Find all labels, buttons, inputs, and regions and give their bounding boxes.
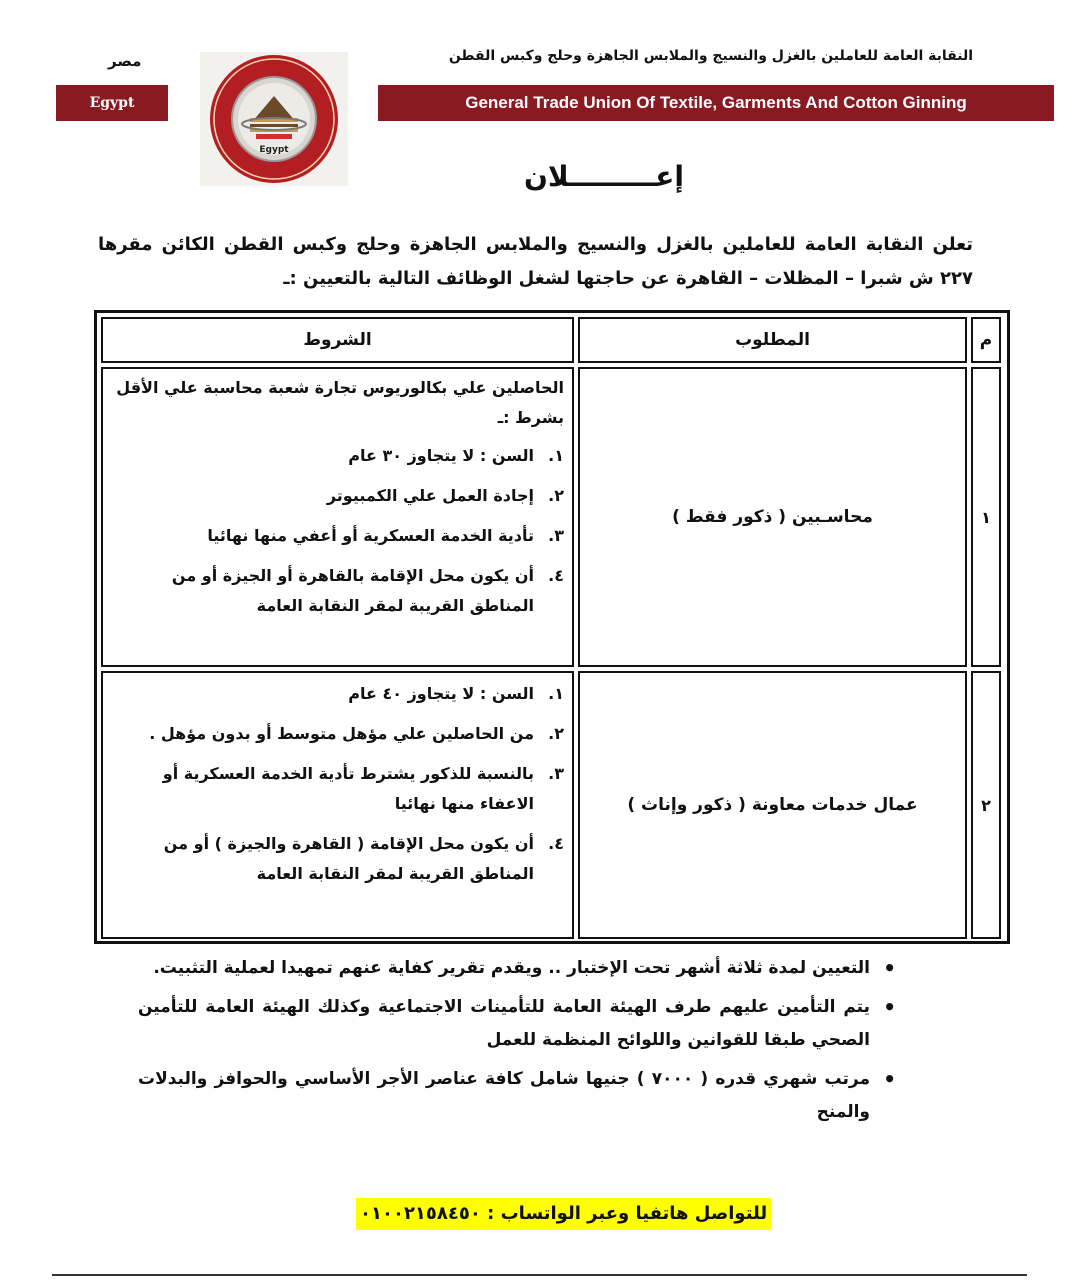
table-row-1-num: ١: [971, 367, 1001, 667]
table-row-1-required: محاسـبين ( ذكور فقط ): [578, 367, 967, 667]
note-item: • مرتب شهري قدره ( ٧٠٠٠ ) جنيها شامل كافة عناصر الأجر الأساسي والحوافز والبدلات والمنح: [138, 1063, 900, 1129]
notes-list: [138, 952, 900, 1135]
condition-item: ١. السن : لا يتجاوز ٣٠ عام: [348, 446, 564, 465]
bullet-icon: •: [883, 956, 896, 980]
footer-divider: [52, 1274, 1027, 1276]
contact-line: للتواصل هاتفيا وعبر الواتساب : ٠١٠٠٢١٥٨٤٥٠: [356, 1198, 771, 1230]
table-header-required: المطلوب: [578, 317, 967, 363]
union-banner-en: [378, 85, 1054, 121]
conditions-lead: الحاصلين علي بكالوريوس تجارة شعبة محاسبة علي الأقل بشرط :ـ: [116, 378, 564, 427]
page-title: إعـــــــــلان: [523, 160, 684, 193]
union-logo: [200, 52, 348, 186]
intro-paragraph: تعلن النقابة العامة للعاملين بالغزل والنسيج والملابس الجاهزة وحلج وكبس القطن الكائن مقرها ٢٢٧ ش شبرا – المظلات – القاهرة عن حاجتها لشغل الوظائف التالية بالتعيين :ـ: [98, 234, 973, 289]
table-row-1-conditions: [101, 367, 574, 667]
union-name-en: General Trade Union Of Textile, Garments And Cotton Ginning: [465, 93, 967, 112]
condition-item: ٣. بالنسبة للذكور يشترط تأدية الخدمة العسكرية أو الاعفاء منها نهائيا: [162, 764, 564, 813]
table-header-num: م: [971, 317, 1001, 363]
logo-seal-icon: [200, 52, 348, 186]
condition-item: ٤. أن يكون محل الإقامة بالقاهرة أو الجيزة أو من المناطق القريبة لمقر النقابة العامة: [171, 566, 564, 615]
country-label-en: Egypt: [89, 95, 135, 111]
country-badge-en: [56, 85, 168, 121]
note-item: • التعيين لمدة ثلاثة أشهر تحت الإختبار .. ويقدم تقرير كفاية عنهم تمهيدا لعملية التثبيت.: [138, 952, 900, 985]
union-name-ar: النقابة العامة للعاملين بالغزل والنسيج والملابس الجاهزة وحلج وكبس القطن: [448, 48, 973, 64]
condition-item: ٢. من الحاصلين علي مؤهل متوسط أو بدون مؤهل .: [149, 724, 564, 743]
country-label-ar: مصر: [108, 52, 142, 70]
condition-item: ٤. أن يكون محل الإقامة ( القاهرة والجيزة ) أو من المناطق القريبة لمقر النقابة العامة: [163, 834, 564, 883]
note-item: • يتم التأمين عليهم طرف الهيئة العامة للتأمينات الاجتماعية وكذلك الهيئة العامة للتأمين الصحي طبقا للقوانين واللوائح المنظمة للعمل: [138, 991, 900, 1057]
bullet-icon: •: [883, 995, 896, 1019]
bullet-icon: •: [883, 1067, 896, 1091]
logo-text: Egypt: [259, 145, 289, 155]
table-row-2-conditions: [101, 671, 574, 939]
table-header-conditions: الشروط: [101, 317, 574, 363]
table-row-2-required: عمال خدمات معاونة ( ذكور وإناث ): [578, 671, 967, 939]
jobs-table: [94, 310, 1010, 944]
table-row-2-num: ٢: [971, 671, 1001, 939]
condition-item: ٢. إجادة العمل علي الكمبيوتر: [326, 486, 564, 505]
condition-item: ١. السن : لا يتجاوز ٤٠ عام: [348, 684, 564, 703]
condition-item: ٣. تأدية الخدمة العسكرية أو أعفي منها نهائيا: [207, 526, 564, 545]
